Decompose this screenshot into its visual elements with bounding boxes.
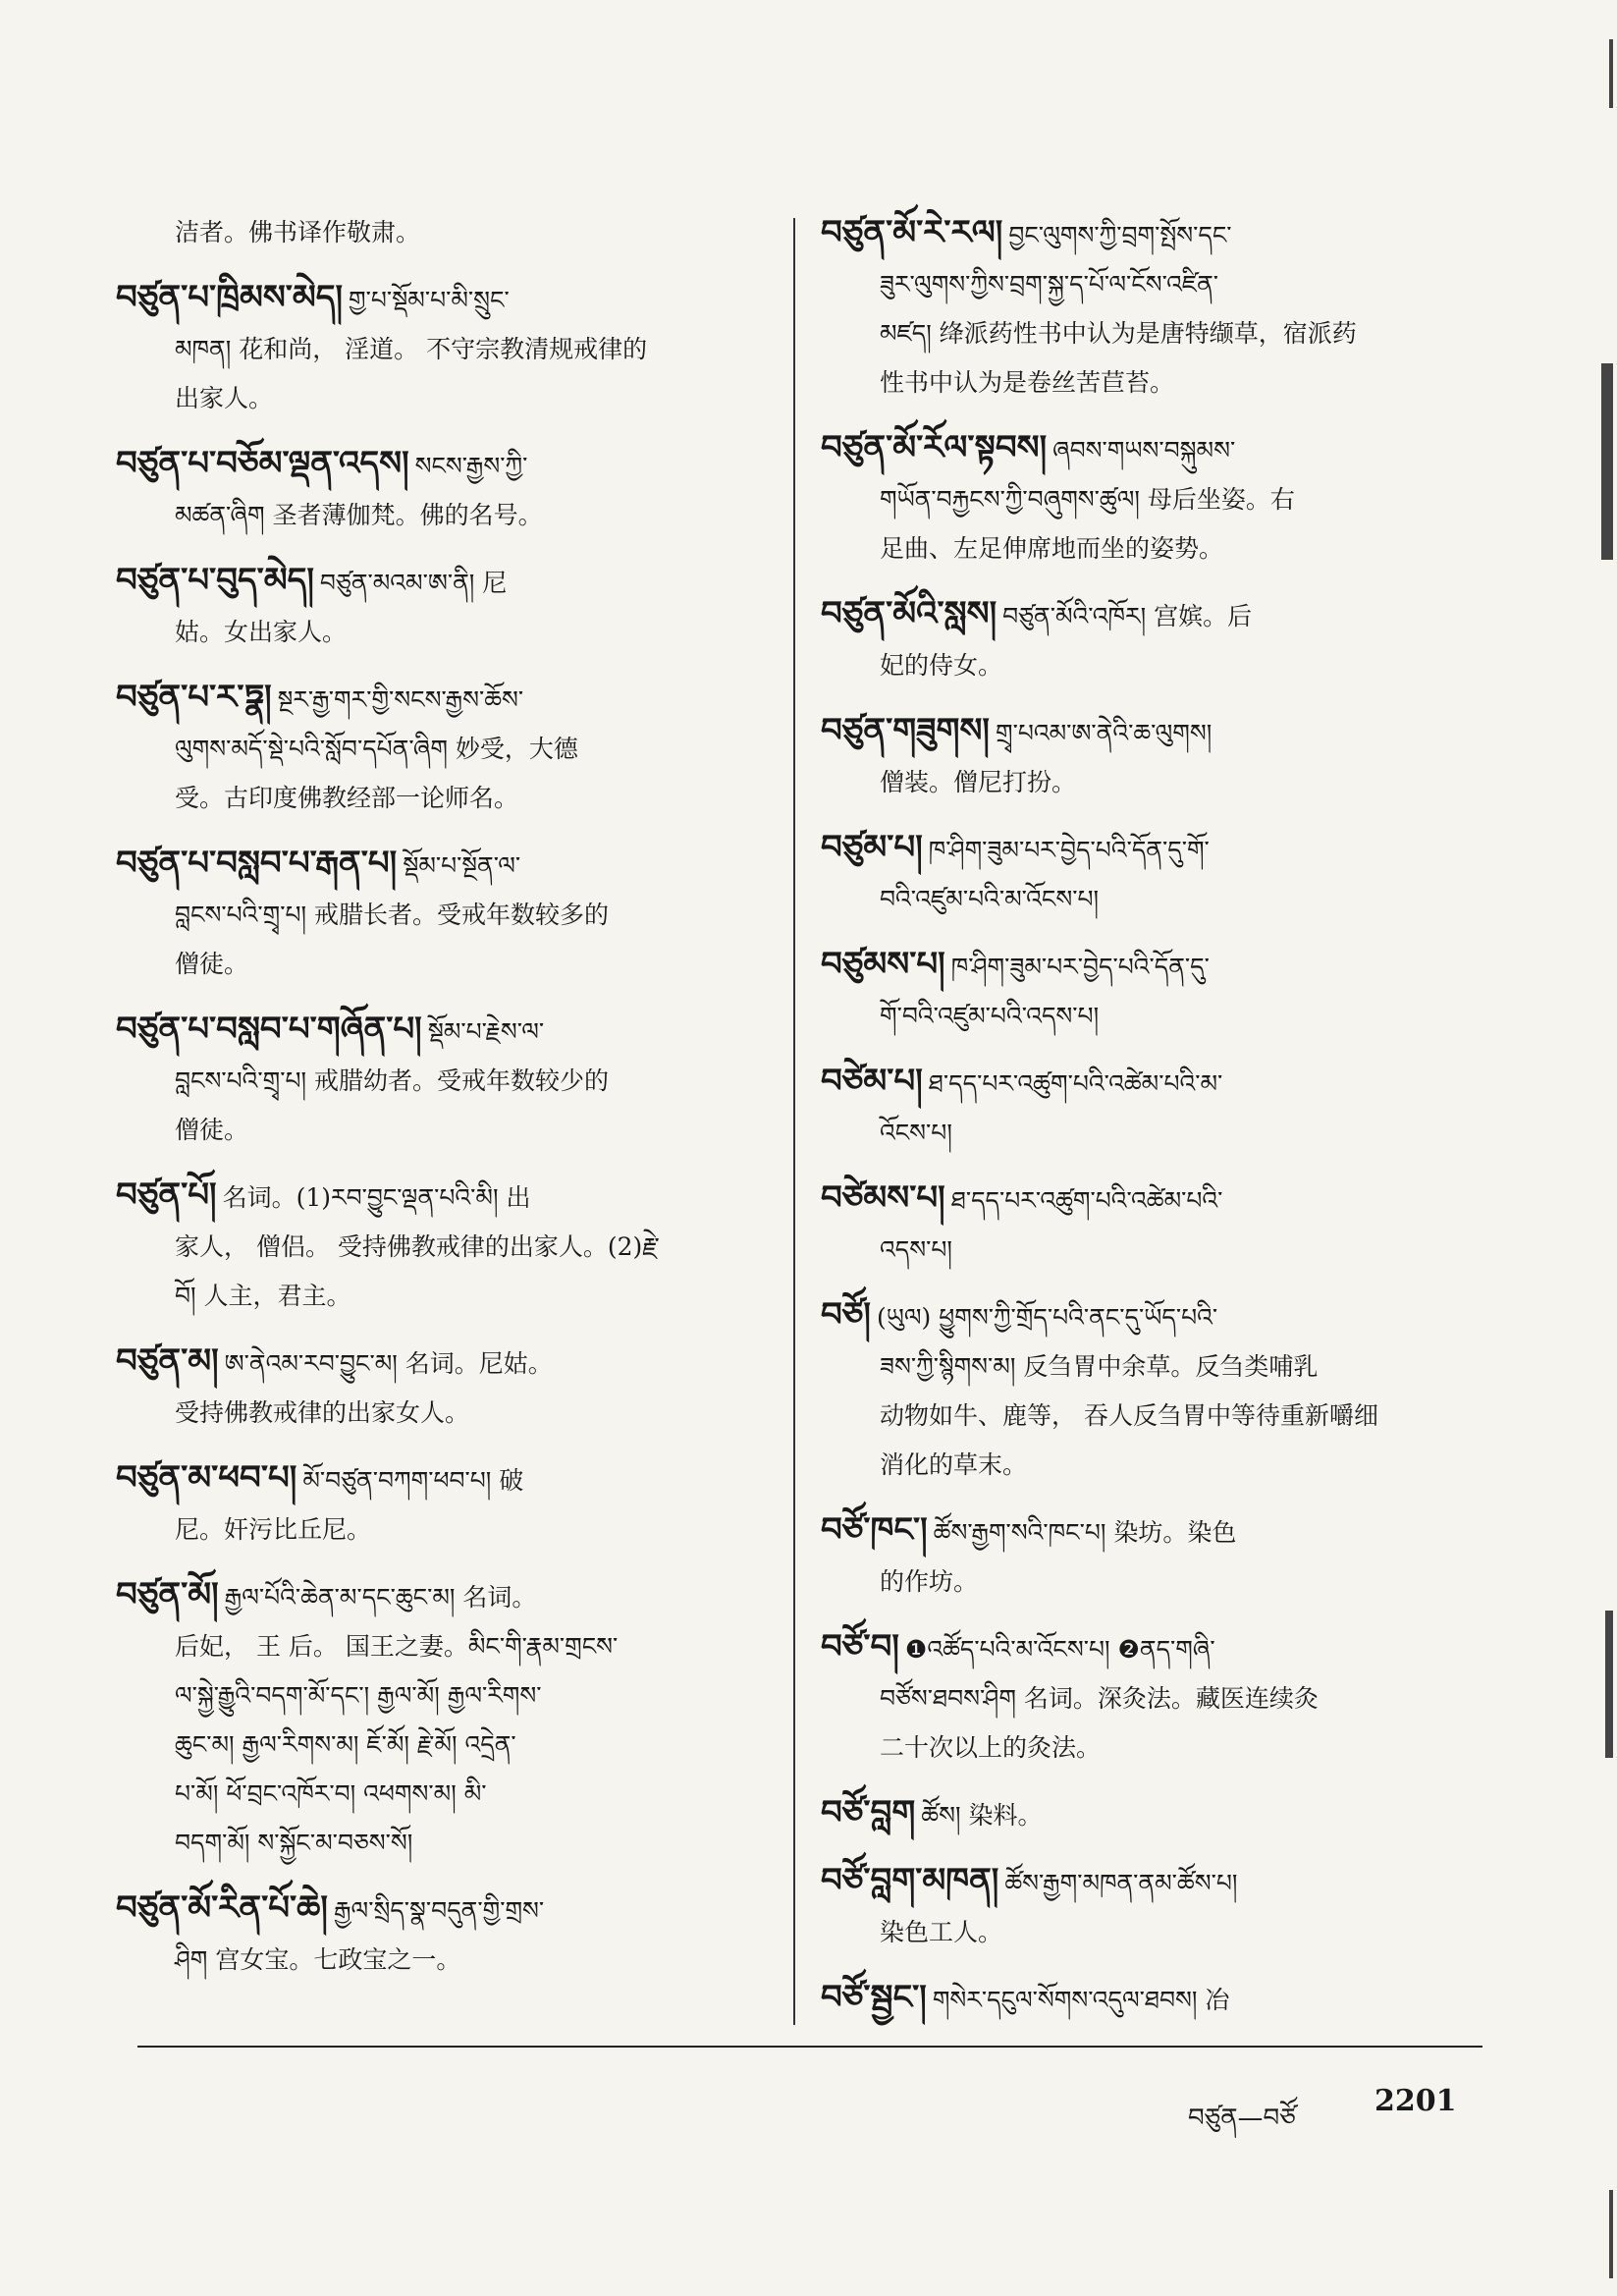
entry-definition: ཐ་དད་པར་འཚུག་པའི་འཚེམ་པའི་ <box>950 1186 1223 1215</box>
entry-definition-line: ཆུང་མ། རྒྱལ་རིགས་མ། ཇོ་མོ། རྗེ་མོ། འདྲེན་ <box>175 1730 516 1759</box>
entry-definition-line: 染色工人。 <box>880 1918 1003 1946</box>
entry-definition: ཚོས། 染料。 <box>921 1801 1043 1830</box>
dictionary-entry <box>823 1856 1476 1957</box>
entry-definition: གསེར་དངུལ་སོགས་འདུལ་ཐབས། 冶 <box>932 1986 1230 2014</box>
entry-definition: རྒྱལ་སྲིད་སྣ་བདུན་གྱི་གྲས་ <box>333 1896 545 1925</box>
entry-definition: ཚོས་རྒྱག་སའི་ཁང་པ། 染坊。染色 <box>933 1518 1237 1547</box>
entry-definition-line: མཚན་ཞིག 圣者薄伽梵。佛的名号。 <box>175 501 543 529</box>
dictionary-entry <box>118 439 766 540</box>
dictionary-entry <box>118 208 766 257</box>
dictionary-entry <box>823 1505 1476 1607</box>
dictionary-entry <box>118 839 766 989</box>
dictionary-entry <box>823 1057 1476 1158</box>
page-number: 2201 <box>1374 2084 1457 2118</box>
entry-headword: བཙོ་བླག <box>821 1793 916 1832</box>
entry-definition-line: 僧徒。 <box>175 950 249 978</box>
entry-definition-line: གཡོན་བརྐྱངས་ཀྱི་བཞུགས་ཚུལ། 母后坐姿。右 <box>880 485 1295 514</box>
entry-definition: ཞབས་གཡས་བསྐུམས་ <box>1052 436 1236 465</box>
dictionary-entry <box>118 1005 766 1155</box>
entry-definition-line: 家人， 僧侣。 受持佛教戒律的出家人。(2)རྗེ་ <box>175 1232 660 1261</box>
entry-definition-line: གོ་བའི་འཛུམ་པའི་འདས་པ། <box>880 1002 1100 1030</box>
entry-definition: རྒྱལ་པོའི་ཆེན་མ་དང་ཆུང་མ། 名词。 <box>224 1583 537 1612</box>
entry-definition: ཚོས་རྒྱག་མཁན་ནམ་ཚོས་པ། <box>1004 1869 1238 1897</box>
entry-definition: བཙུན་མའམ་ཨ་ནི། 尼 <box>319 569 508 597</box>
entry-headword: བཙུན་མ། <box>116 1341 219 1381</box>
dictionary-entry <box>823 1622 1476 1773</box>
entry-headword: བཙུམས་པ། <box>821 945 945 984</box>
dictionary-entry <box>118 673 766 823</box>
entry-definition-line: ཟས་ཀྱི་སྙིགས་མ། 反刍胃中余草。反刍类哺乳 <box>880 1352 1319 1381</box>
entry-definition: (ཡུལ) ཕྱུགས་ཀྱི་གྲོད་པའི་ནང་དུ་ཡོད་པའི་ <box>876 1303 1218 1332</box>
dictionary-entry <box>118 1453 766 1555</box>
footer-rule <box>137 2046 1482 2048</box>
entry-definition: བྱང་ལུགས་ཀྱི་བྲག་སྤོས་དང་ <box>1008 221 1232 249</box>
dictionary-entry <box>118 1171 766 1321</box>
entry-headword: བཙུན་པ་ཁྲིམས་མེད། <box>116 278 344 317</box>
entry-definition-line: 的作坊。 <box>880 1567 979 1596</box>
entry-definition-line: 性书中认为是卷丝苦苣苔。 <box>880 368 1175 397</box>
dictionary-entry <box>823 706 1476 807</box>
dictionary-entry <box>118 273 766 423</box>
entry-headword: བཙུན་པ་ར་ཏྣ། <box>116 678 272 717</box>
entry-definition: ཐ་དད་པར་འཚུག་པའི་འཚེམ་པའི་མ་ <box>928 1069 1223 1098</box>
entry-headword: བཙུན་མོ་རོལ་སྟབས། <box>821 428 1048 467</box>
entry-definition: སྡོམ་པ་རྗེས་ལ་ <box>427 1017 545 1046</box>
entry-headword: བཙོ་སྦྱང་། <box>821 1978 927 2017</box>
entry-definition: ཁ་ཤིག་ཟུམ་པར་བྱེད་པའི་དོན་དུ་ <box>950 953 1210 981</box>
dictionary-entry <box>823 1973 1476 2025</box>
entry-definition-line: འོངས་པ། <box>880 1119 952 1147</box>
right-column <box>823 208 1476 2041</box>
entry-definition: སྔར་རྒྱ་གར་གྱི་སངས་རྒྱས་ཆོས་ <box>277 685 524 714</box>
entry-definition: གྲྭ་པའམ་ཨ་ནེའི་ཆ་ལུགས། <box>995 719 1213 747</box>
scan-edge-marks <box>1595 0 1617 2296</box>
entry-headword: བཙུན་པ་བུད་མེད། <box>116 561 314 600</box>
entry-headword: བཙོ་བ། <box>821 1627 899 1667</box>
entry-definition-line: བཙོས་ཐབས་ཤིག 名词。深灸法。藏医连续灸 <box>880 1684 1319 1713</box>
entry-definition: སྡོམ་པ་སྔོན་ལ་ <box>403 851 521 880</box>
entry-headword: བཙུན་མོ་རིན་པོ་ཆེ། <box>116 1888 328 1928</box>
entry-definition: ❶འཚོད་པའི་མ་འོངས་པ། ❷ནད་གཞི་ <box>904 1635 1215 1664</box>
entry-headword: བཙུམ་པ། <box>821 828 923 867</box>
dictionary-entry <box>823 1174 1476 1275</box>
entry-definition-line: འདས་པ། <box>880 1235 952 1264</box>
dictionary-entry <box>823 1290 1476 1490</box>
dictionary-entry <box>118 1337 766 1438</box>
entry-definition-line: 姑。女出家人。 <box>175 618 348 646</box>
entry-definition-line: མཛད། 绛派药性书中认为是唐特缬草，宿派药 <box>880 319 1357 348</box>
entry-definition-line: བླངས་པའི་གྲྭ་པ། 戒腊幼者。受戒年数较少的 <box>175 1066 609 1095</box>
entry-definition: ཨ་ནེའམ་རབ་བྱུང་མ། 名词。尼姑。 <box>224 1349 553 1378</box>
entry-definition-line: 受。古印度佛教经部一论师名。 <box>175 784 519 812</box>
entry-definition-line: 消化的草末。 <box>880 1450 1028 1479</box>
entry-definition-line: བོ། 人主，君主。 <box>175 1282 351 1310</box>
entry-definition: སངས་རྒྱས་ཀྱི་ <box>414 452 528 480</box>
dictionary-entry <box>118 1570 766 1868</box>
entry-headword: བཙོ། <box>821 1295 871 1335</box>
entry-definition-line: མཁན། 花和尚， 淫道。 不守宗教清规戒律的 <box>175 335 648 363</box>
entry-definition: 名词。(1)རབ་བྱུང་ལྡན་པའི་མི། 出 <box>222 1183 531 1212</box>
entry-continuation: 洁者。佛书译作敬肃。 <box>175 218 421 246</box>
entry-headword: བཙུན་པོ། <box>116 1175 217 1215</box>
entry-definition-line: ལུགས་མདོ་སྡེ་པའི་སློབ་དཔོན་ཞིག 妙受，大德 <box>175 735 578 763</box>
entry-definition-line: 受持佛教戒律的出家女人。 <box>175 1398 470 1427</box>
entry-headword: བཙུན་མོ། <box>116 1575 219 1614</box>
entry-definition-line: ལ་སྐྱེ་རྒྱུའི་བདག་མོ་དང་། རྒྱལ་མོ། རྒྱལ་རིགས་ <box>175 1681 542 1710</box>
entry-headword: བཙུན་མོ་རེ་རལ། <box>821 213 1003 252</box>
entry-definition-line: 出家人。 <box>175 384 274 412</box>
edge-mark <box>1601 363 1613 560</box>
dictionary-entry <box>823 208 1476 408</box>
entry-definition-line: 僧徒。 <box>175 1116 249 1144</box>
entry-definition-line: བླངས་པའི་གྲྭ་པ། 戒腊长者。受戒年数较多的 <box>175 901 609 929</box>
dictionary-entry <box>823 940 1476 1041</box>
entry-definition-line: 二十次以上的灸法。 <box>880 1733 1102 1762</box>
column-divider <box>793 218 795 2025</box>
edge-mark <box>1609 2190 1613 2278</box>
entry-definition-line: 后妃， 王 后。 国王之妻。མིང་གི་རྣམ་གྲངས་ <box>175 1632 619 1661</box>
entry-headword: བཙུན་པ་བཅོམ་ལྡན་འདས། <box>116 444 409 483</box>
entry-definition-line: 妃的侍女。 <box>880 651 1003 680</box>
entry-definition-line: 僧装。僧尼打扮。 <box>880 768 1077 796</box>
entry-definition: ཁ་ཤིག་ཟུམ་པར་བྱེད་པའི་དོན་དུ་གོ་ <box>928 836 1210 864</box>
dictionary-entry <box>118 1884 766 1985</box>
edge-mark <box>1609 39 1613 108</box>
entry-headword: བཙུན་པ་བསླབ་པ་གཞོན་པ། <box>116 1010 422 1049</box>
entry-definition-line: པ་མོ། ཕོ་བྲང་འཁོར་བ། འཕགས་མ། མི་ <box>175 1779 487 1808</box>
entry-definition-line: བའི་འཛུམ་པའི་མ་འོངས་པ། <box>880 885 1100 913</box>
dictionary-entry <box>118 556 766 657</box>
entry-definition: མོ་བཙུན་བཀག་ཕབ་པ། 破 <box>302 1466 524 1495</box>
entry-headword: བཙེམས་པ། <box>821 1178 945 1218</box>
entry-definition-line: 动物如牛、鹿等， 吞人反刍胃中等待重新嚼细 <box>880 1401 1378 1430</box>
entry-headword: བཙུན་གཟུགས། <box>821 711 990 750</box>
dictionary-entry <box>823 423 1476 574</box>
entry-definition-line: ཤིག 宫女宝。七政宝之一。 <box>175 1945 461 1974</box>
entry-headword: བཙོ་བླག་མཁན། <box>821 1861 999 1900</box>
dictionary-entry <box>823 823 1476 924</box>
dictionary-entry <box>823 589 1476 690</box>
dictionary-entry <box>823 1788 1476 1840</box>
edge-mark <box>1605 1611 1613 1758</box>
entry-headword: བཙེམ་པ། <box>821 1062 923 1101</box>
entry-headword: བཙོ་ཁང་། <box>821 1510 928 1550</box>
entry-definition-line: 足曲、左足伸席地而坐的姿势。 <box>880 534 1224 563</box>
left-column <box>118 208 766 2000</box>
entry-definition: གྱ་པ་སྡོམ་པ་མི་སྲུང་ <box>349 286 510 314</box>
entry-headword: བཙུན་མ་ཕབ་པ། <box>116 1458 297 1498</box>
entry-definition: བཙུན་མོའི་འཁོར། 宫嫔。后 <box>1002 602 1253 630</box>
entry-definition-line: 尼。奸污比丘尼。 <box>175 1515 372 1544</box>
entry-definition-line: བདག་མོ། ས་སྐྱོང་མ་བཅས་སོ། <box>175 1829 413 1857</box>
entry-headword: བཙུན་མོའི་སླས། <box>821 594 997 633</box>
footer-range: བཙུན—བཙོ <box>1188 2104 1296 2133</box>
entry-headword: བཙུན་པ་བསླབ་པ་རྒན་པ། <box>116 844 398 883</box>
entry-definition-line: ཟུར་ལུགས་ཀྱིས་བྲག་སྐྱ་ད་པོ་ལ་ངོས་འཛིན་ <box>880 270 1219 299</box>
